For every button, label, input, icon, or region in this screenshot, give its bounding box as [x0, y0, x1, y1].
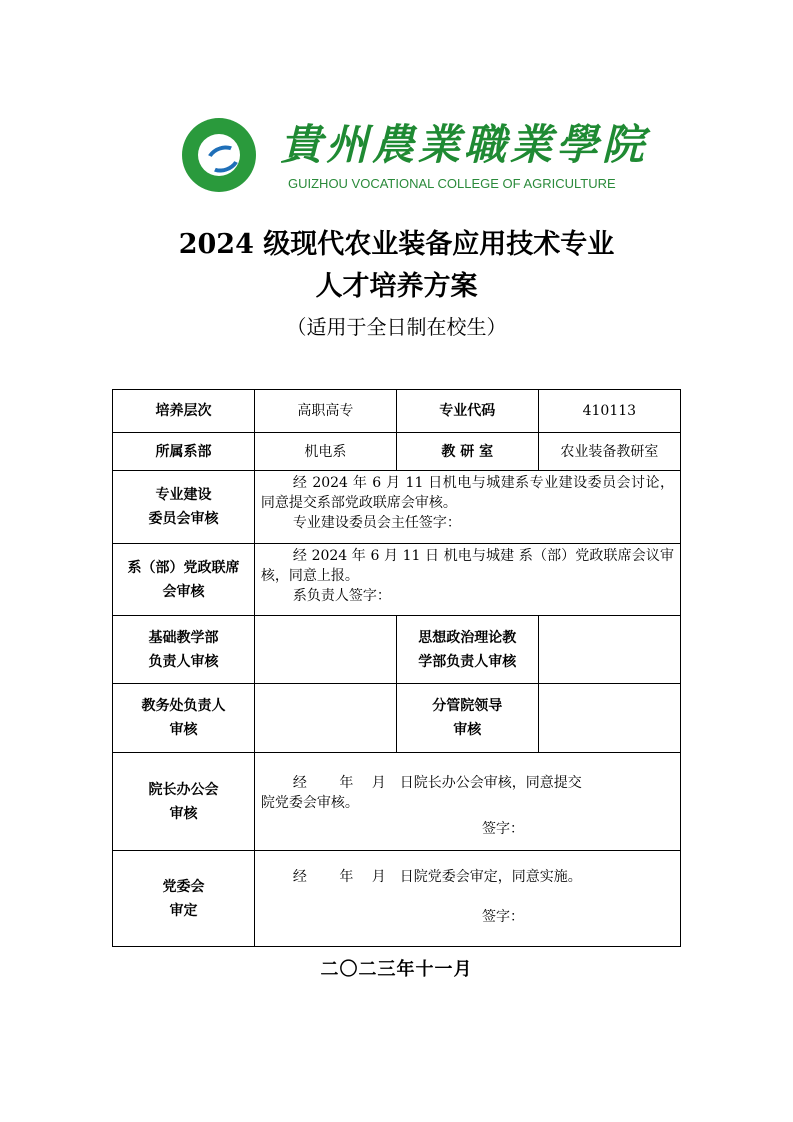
label-line: 思想政治理论教: [418, 629, 517, 646]
cpc-sign: 签字：: [482, 909, 524, 925]
president-label: [113, 753, 255, 851]
code-value: 410113: [538, 390, 680, 433]
logo-chinese-name: 貴州農業職業學院: [280, 120, 649, 169]
label-line: 党委会: [162, 878, 205, 895]
cpc-content: [254, 851, 680, 947]
label-line: 审核: [453, 722, 482, 738]
committee-label: [113, 471, 255, 544]
label-line: 学部负责人审核: [418, 653, 517, 670]
leader-label: [396, 684, 538, 753]
president-sign: 签字：: [482, 821, 524, 837]
academic-value: [254, 684, 396, 753]
office-label: 教 研 室: [396, 433, 538, 471]
logo-english-name: GUIZHOU VOCATIONAL COLLEGE OF AGRICULTURE: [288, 176, 616, 191]
label-line: 院长办公会: [148, 781, 219, 798]
leader-value: [538, 684, 680, 753]
president-text-2: 院党委会审核。: [260, 795, 359, 811]
committee-text: 经 2024 年 6 月 11 日机电与城建系专业建设委员会讨论，同意提交系部党政联席会审核。: [260, 475, 674, 511]
committee-sign: 专业建设委员会主任签字：: [292, 515, 461, 531]
title-line-1: 2024 级现代农业装备应用技术专业: [178, 229, 615, 260]
academic-label: [113, 684, 255, 753]
office-value: 农业装备教研室: [538, 433, 680, 471]
label-line: 负责人审核: [148, 653, 219, 670]
label-line: 基础教学部: [148, 629, 219, 646]
committee-content: [254, 471, 680, 544]
party-text: 经 2024 年 6 月 11 日 机电与城建 系（部）党政联席会议审核，同意上报。: [260, 548, 674, 584]
label-line: 会审核: [162, 583, 205, 600]
approval-table: [112, 389, 681, 947]
basic-label: [113, 616, 255, 684]
code-label: 专业代码: [396, 390, 538, 433]
cpc-text: 经 年 月 日院党委会审定，同意实施。: [292, 869, 582, 885]
label-line: 分管院领导: [432, 698, 503, 714]
label-line: 审定: [169, 902, 198, 919]
level-label: 培养层次: [113, 390, 255, 433]
label-line: 审核: [169, 805, 198, 822]
basic-value: [254, 616, 396, 684]
party-label: [113, 544, 255, 616]
party-content: [254, 544, 680, 616]
label-line: 教务处负责人: [141, 698, 226, 714]
title-line-2: 人才培养方案: [315, 271, 478, 302]
label-line: 审核: [169, 722, 198, 738]
party-sign: 系负责人签字：: [292, 588, 391, 604]
ideo-label: [396, 616, 538, 684]
label-line: 系（部）党政联席: [127, 559, 240, 576]
label-line: 专业建设: [155, 487, 212, 503]
level-value: 高职高专: [254, 390, 396, 433]
president-text: 经 年 月 日院长办公会审核，同意提交: [292, 775, 582, 791]
president-content: [254, 753, 680, 851]
dept-value: 机电系: [254, 433, 396, 471]
dept-label: 所属系部: [113, 433, 255, 471]
ideo-value: [538, 616, 680, 684]
cpc-label: [113, 851, 255, 947]
footer-date: 二〇二三年十一月: [320, 959, 473, 980]
label-line: 委员会审核: [148, 511, 219, 527]
subtitle: （适用于全日制在校生）: [286, 315, 507, 339]
